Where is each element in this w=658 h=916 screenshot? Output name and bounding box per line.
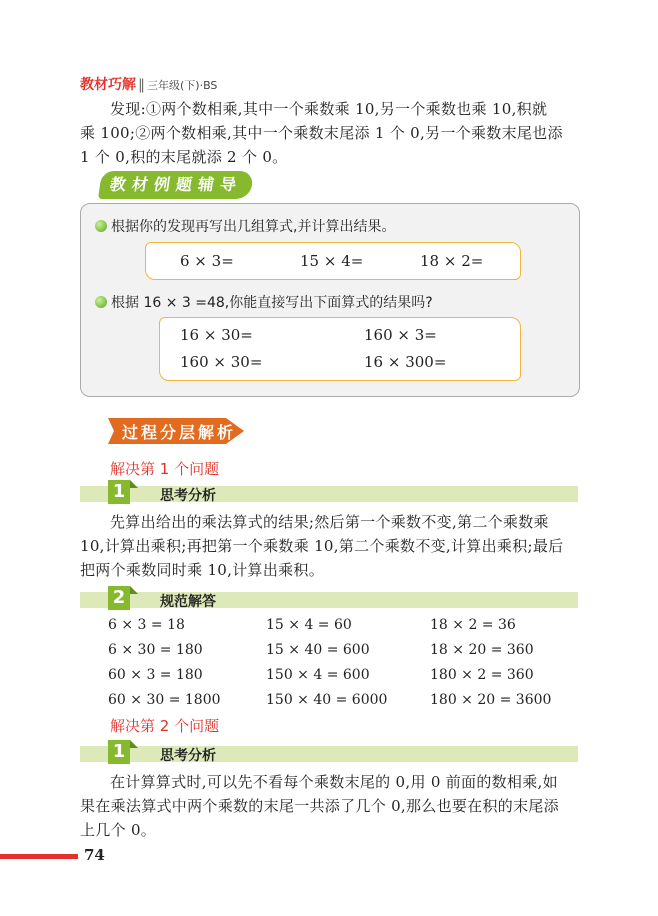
answer-cell: 6 × 30 = 180 — [108, 641, 203, 658]
exercise-box — [80, 203, 580, 397]
grade-label: 三年级(下)·BS — [147, 79, 218, 92]
question-2-text: 根据 16 × 3 =48,你能直接写出下面算式的结果吗? — [111, 295, 433, 311]
answer-cell: 60 × 3 = 180 — [108, 666, 203, 683]
problem-1-title: 解决第 1 个问题 — [110, 460, 220, 478]
process-tag: 过程分层解析 — [122, 423, 237, 442]
step-bar-analysis-2 — [80, 741, 578, 764]
step-title: 思考分析 — [160, 748, 216, 764]
analysis-line: 10,计算出乘积;再把第一个乘数乘 10,第二个乘数不变,计算出乘积;最后 — [80, 537, 564, 555]
problem-2-title: 解决第 2 个问题 — [110, 717, 220, 735]
answer-cell: 180 × 2 = 360 — [430, 666, 534, 683]
analysis-paragraph-2 — [80, 770, 580, 842]
answer-row — [108, 687, 551, 712]
step-title: 规范解答 — [160, 594, 216, 610]
step-number: 1 — [108, 480, 130, 504]
intro-line: 1 个 0,积的末尾就添 2 个 0。 — [80, 148, 288, 166]
answer-scroll-1 — [145, 242, 521, 280]
answer-cell: 18 × 20 = 360 — [430, 641, 534, 658]
step-title: 思考分析 — [160, 488, 216, 504]
analysis-paragraph-1 — [80, 510, 580, 582]
answer-row — [108, 612, 551, 637]
answer-cell: 180 × 20 = 3600 — [430, 691, 552, 708]
analysis-line: 先算出给出的乘法算式的结果;然后第一个乘数不变,第二个乘数乘 — [110, 513, 549, 531]
analysis-line: 上几个 0。 — [80, 821, 157, 839]
answer-cell: 15 × 40 = 600 — [266, 641, 370, 658]
footer-accent-bar — [0, 854, 78, 859]
step-number: 2 — [108, 586, 130, 610]
answer-cell: 6 × 3 = 18 — [108, 616, 185, 633]
green-dot-icon — [95, 296, 107, 308]
question-1-text: 根据你的发现再写出几组算式,并计算出结果。 — [111, 219, 396, 235]
analysis-line: 把两个乘数同时乘 10,计算出乘积。 — [80, 561, 325, 579]
step-bar-analysis-1 — [80, 481, 578, 504]
step-number: 1 — [108, 740, 130, 764]
answer-cell: 60 × 30 = 1800 — [108, 691, 221, 708]
intro-line: 乘 100;②两个数相乘,其中一个乘数末尾添 1 个 0,另一个乘数末尾也添 — [80, 124, 563, 142]
header-separator: ‖ — [138, 77, 145, 93]
answer-table — [108, 612, 551, 712]
expression: 160 × 3= — [364, 326, 437, 344]
expression: 16 × 30= — [180, 326, 253, 344]
intro-line: 发现:①两个数相乘,其中一个乘数乘 10,另一个乘数也乘 10,积就 — [110, 100, 548, 118]
running-header — [80, 74, 217, 94]
analysis-line: 果在乘法算式中两个乘数的末尾一共添了几个 0,那么也要在积的末尾添 — [80, 797, 559, 815]
question-1 — [95, 216, 395, 236]
answer-cell: 150 × 40 = 6000 — [266, 691, 388, 708]
answer-cell: 15 × 4 = 60 — [266, 616, 352, 633]
expression: 16 × 300= — [364, 353, 447, 371]
expression: 160 × 30= — [180, 353, 263, 371]
expression: 18 × 2= — [420, 252, 484, 270]
step-bar-answer — [80, 587, 578, 610]
expression: 6 × 3= — [180, 252, 234, 270]
discovery-paragraph — [80, 97, 580, 169]
question-2 — [95, 292, 433, 312]
answer-row — [108, 662, 551, 687]
expression: 15 × 4= — [300, 252, 364, 270]
answer-scroll-2 — [159, 317, 521, 381]
answer-row — [108, 637, 551, 662]
page-number: 74 — [84, 846, 105, 864]
book-brand: 教材巧解 — [80, 77, 136, 93]
answer-cell: 18 × 2 = 36 — [430, 616, 516, 633]
answer-cell: 150 × 4 = 600 — [266, 666, 370, 683]
example-tag: 教材例题辅导 — [98, 171, 254, 199]
green-dot-icon — [95, 220, 107, 232]
analysis-line: 在计算算式时,可以先不看每个乘数末尾的 0,用 0 前面的数相乘,如 — [110, 773, 558, 791]
